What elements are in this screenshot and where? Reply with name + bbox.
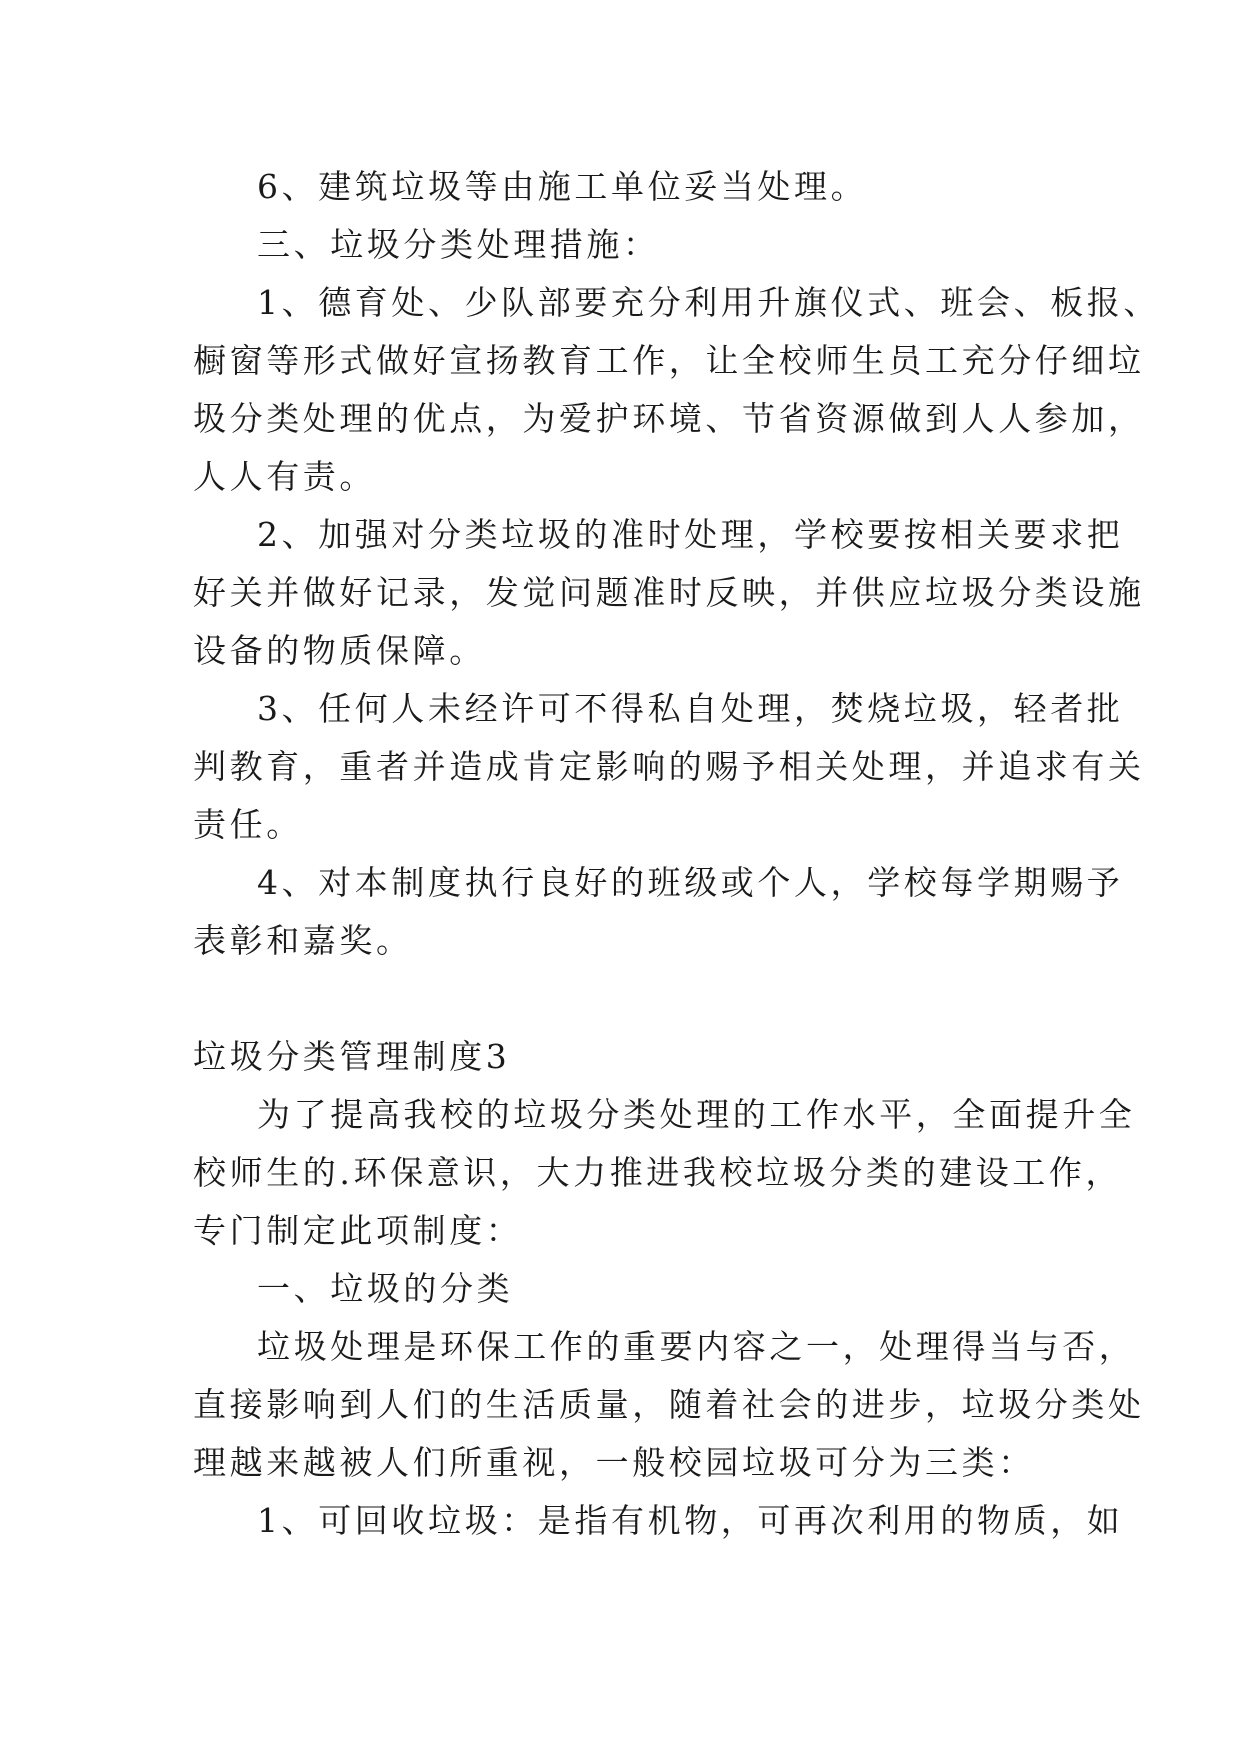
paragraph-gap xyxy=(193,970,1073,1028)
paragraph-line: 6、建筑垃圾等由施工单位妥当处理。 xyxy=(257,167,868,206)
section-heading: 一、垃圾的分类 xyxy=(257,1269,514,1308)
paragraph-line: 人人有责。 xyxy=(193,457,376,496)
document-title: 垃圾分类管理制度3 xyxy=(193,1037,511,1076)
paragraph-line: 判教育，重者并造成肯定影响的赐予相关处理，并追求有关 xyxy=(193,747,1145,786)
paragraph-line: 为了提高我校的垃圾分类处理的工作水平，全面提升全 xyxy=(257,1095,1136,1134)
paragraph-line: 2、加强对分类垃圾的准时处理，学校要按相关要求把 xyxy=(257,515,1124,554)
paragraph-line: 理越来越被人们所重视，一般校园垃圾可分为三类： xyxy=(193,1443,1035,1482)
paragraph-line: 表彰和嘉奖。 xyxy=(193,921,413,960)
paragraph-line: 责任。 xyxy=(193,805,303,844)
paragraph-line: 1、德育处、少队部要充分利用升旗仪式、班会、板报、 xyxy=(257,283,1160,322)
paragraph-line: 好关并做好记录，发觉问题准时反映，并供应垃圾分类设施 xyxy=(193,573,1145,612)
paragraph-line: 4、对本制度执行良好的班级或个人，学校每学期赐予 xyxy=(257,863,1124,902)
paragraph-line: 圾分类处理的优点，为爱护环境、节省资源做到人人参加， xyxy=(193,399,1145,438)
section-heading: 三、垃圾分类处理措施： xyxy=(257,225,660,264)
paragraph-line: 垃圾处理是环保工作的重要内容之一，处理得当与否， xyxy=(257,1327,1136,1366)
paragraph-line: 直接影响到人们的生活质量，随着社会的进步，垃圾分类处 xyxy=(193,1385,1145,1424)
paragraph-line: 橱窗等形式做好宣扬教育工作，让全校师生员工充分仔细垃 xyxy=(193,341,1145,380)
paragraph-line: 校师生的.环保意识，大力推进我校垃圾分类的建设工作， xyxy=(193,1153,1123,1192)
paragraph-line: 设备的物质保障。 xyxy=(193,631,486,670)
paragraph-line: 1、可回收垃圾：是指有机物，可再次利用的物质，如 xyxy=(257,1501,1124,1540)
paragraph-line: 专门制定此项制度： xyxy=(193,1211,523,1250)
paragraph-line: 3、任何人未经许可不得私自处理，焚烧垃圾，轻者批 xyxy=(257,689,1124,728)
document-body xyxy=(193,158,1160,1550)
